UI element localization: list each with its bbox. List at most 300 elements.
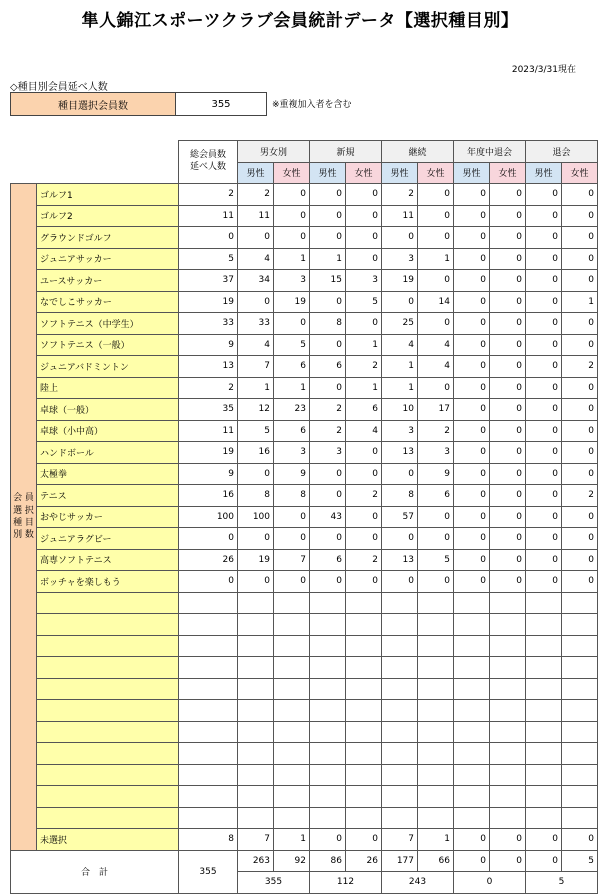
cell-empty [179, 700, 238, 722]
cell-empty [274, 743, 310, 765]
cell-value: 0 [454, 270, 490, 292]
cell-value: 12 [238, 399, 274, 421]
cell-empty [562, 743, 598, 765]
cell-value: 15 [310, 270, 346, 292]
total-sub: 26 [346, 850, 382, 872]
female-header: 女性 [562, 162, 598, 184]
summary-label: 種目選択会員数 [11, 93, 176, 116]
cell-empty [274, 807, 310, 829]
total-sub: 177 [382, 850, 418, 872]
cell-value: 0 [454, 356, 490, 378]
table-row [11, 313, 598, 335]
cell-value: 0 [490, 549, 526, 571]
cell-empty [526, 807, 562, 829]
cell-value: 0 [454, 248, 490, 270]
group-header: 年度中退会 [454, 141, 526, 163]
male-header: 男性 [454, 162, 490, 184]
cell-empty [526, 764, 562, 786]
cell-value: 0 [274, 506, 310, 528]
cell-value: 11 [238, 205, 274, 227]
cell-empty [346, 743, 382, 765]
cell-value: 0 [310, 227, 346, 249]
cell-value: 0 [490, 184, 526, 206]
cell-value: 0 [526, 571, 562, 593]
table-row [11, 205, 598, 227]
table-row [11, 248, 598, 270]
cell-value: 0 [179, 227, 238, 249]
cell-value: 0 [526, 506, 562, 528]
cell-value: 0 [179, 571, 238, 593]
cell-value: 0 [418, 506, 454, 528]
cell-value: 0 [274, 528, 310, 550]
cell-value: 0 [526, 399, 562, 421]
cell-value: 3 [274, 442, 310, 464]
empty-row [11, 678, 598, 700]
section-label: ◇種目別会員延べ人数 [10, 82, 108, 93]
cell-value: 0 [346, 463, 382, 485]
cell-empty [179, 678, 238, 700]
row-category: テニス [37, 485, 179, 507]
row-category: ユースサッカー [37, 270, 179, 292]
cell-value: 0 [274, 313, 310, 335]
summary-value: 355 [176, 93, 267, 116]
cell-empty [179, 614, 238, 636]
row-category: 未選択 [37, 829, 179, 851]
cell-empty [562, 721, 598, 743]
cell-value: 34 [238, 270, 274, 292]
cell-value: 0 [346, 248, 382, 270]
cell-value: 0 [418, 571, 454, 593]
cell-value: 0 [526, 485, 562, 507]
cell-value: 5 [179, 248, 238, 270]
cell-value: 0 [310, 205, 346, 227]
group-header: 新規 [310, 141, 382, 163]
cell-empty [238, 678, 274, 700]
cell-empty [346, 678, 382, 700]
cell-value: 9 [418, 463, 454, 485]
cell-value: 0 [490, 270, 526, 292]
row-category: ジュニアラグビー [37, 528, 179, 550]
cell-empty [526, 678, 562, 700]
table-row [11, 442, 598, 464]
cell-value: 8 [238, 485, 274, 507]
cell-value: 0 [454, 571, 490, 593]
cell-value: 3 [346, 270, 382, 292]
cell-value: 0 [418, 227, 454, 249]
cell-value: 0 [526, 184, 562, 206]
cell-empty [382, 614, 418, 636]
total-group: 112 [310, 872, 382, 894]
cell-value: 1 [346, 334, 382, 356]
cell-value: 0 [238, 571, 274, 593]
cell-empty [382, 807, 418, 829]
total-sub: 92 [274, 850, 310, 872]
cell-value: 9 [179, 334, 238, 356]
cell-value: 7 [238, 356, 274, 378]
total-sub: 263 [238, 850, 274, 872]
cell-value: 37 [179, 270, 238, 292]
cell-value: 3 [418, 442, 454, 464]
cell-empty [274, 786, 310, 808]
cell-empty [418, 743, 454, 765]
row-category: 陸上 [37, 377, 179, 399]
cell-empty [238, 700, 274, 722]
cell-value: 0 [490, 227, 526, 249]
cell-empty [418, 678, 454, 700]
row-category-empty [37, 657, 179, 679]
cell-value: 1 [346, 377, 382, 399]
cell-value: 4 [238, 334, 274, 356]
cell-empty [346, 614, 382, 636]
total-sub: 86 [310, 850, 346, 872]
cell-value: 0 [418, 377, 454, 399]
cell-value: 8 [382, 485, 418, 507]
cell-value: 0 [454, 506, 490, 528]
table-row [11, 485, 598, 507]
cell-value: 0 [454, 463, 490, 485]
cell-value: 0 [179, 528, 238, 550]
row-category: ソフトテニス（一般） [37, 334, 179, 356]
cell-value: 33 [238, 313, 274, 335]
cell-value: 7 [274, 549, 310, 571]
table-row [11, 227, 598, 249]
cell-value: 23 [274, 399, 310, 421]
cell-value: 0 [454, 227, 490, 249]
cell-empty [490, 657, 526, 679]
cell-value: 2 [562, 485, 598, 507]
cell-empty [454, 807, 490, 829]
cell-empty [274, 764, 310, 786]
table-row [11, 549, 598, 571]
total-group: 5 [526, 872, 598, 894]
row-category: ソフトテニス（中学生） [37, 313, 179, 335]
female-header: 女性 [274, 162, 310, 184]
cell-value: 0 [526, 205, 562, 227]
cell-value: 0 [454, 420, 490, 442]
cell-empty [490, 614, 526, 636]
summary-table [10, 92, 267, 116]
cell-value: 2 [562, 356, 598, 378]
cell-empty [526, 721, 562, 743]
cell-value: 0 [454, 334, 490, 356]
as-of-date: 2023/3/31現在 [511, 65, 576, 75]
cell-value: 2 [346, 485, 382, 507]
cell-empty [418, 657, 454, 679]
cell-value: 6 [346, 399, 382, 421]
row-category-empty [37, 635, 179, 657]
cell-value: 0 [454, 313, 490, 335]
cell-value: 7 [382, 829, 418, 851]
row-category-empty [37, 721, 179, 743]
row-category-empty [37, 764, 179, 786]
cell-value: 11 [179, 420, 238, 442]
cell-value: 0 [526, 549, 562, 571]
female-header: 女性 [418, 162, 454, 184]
cell-empty [382, 743, 418, 765]
total-sub: 0 [454, 850, 490, 872]
cell-value: 0 [310, 829, 346, 851]
cell-value: 8 [179, 829, 238, 851]
cell-value: 0 [526, 463, 562, 485]
cell-value: 0 [454, 291, 490, 313]
cell-empty [238, 657, 274, 679]
cell-empty [382, 678, 418, 700]
row-category: ゴルフ2 [37, 205, 179, 227]
empty-row [11, 764, 598, 786]
table-row [11, 420, 598, 442]
cell-empty [274, 614, 310, 636]
cell-value: 0 [562, 829, 598, 851]
cell-value: 25 [382, 313, 418, 335]
cell-value: 0 [562, 227, 598, 249]
cell-empty [274, 678, 310, 700]
cell-empty [418, 614, 454, 636]
cell-value: 0 [526, 829, 562, 851]
cell-value: 10 [382, 399, 418, 421]
cell-value: 0 [526, 313, 562, 335]
cell-value: 0 [310, 377, 346, 399]
empty-row [11, 592, 598, 614]
cell-empty [310, 657, 346, 679]
cell-empty [490, 678, 526, 700]
cell-value: 5 [346, 291, 382, 313]
cell-value: 14 [418, 291, 454, 313]
cell-empty [418, 700, 454, 722]
cell-value: 1 [238, 377, 274, 399]
cell-value: 0 [490, 205, 526, 227]
cell-empty [490, 721, 526, 743]
row-category: ジュニアバドミントン [37, 356, 179, 378]
group-header: 男女別 [238, 141, 310, 163]
cell-empty [526, 614, 562, 636]
cell-empty [310, 786, 346, 808]
cell-empty [526, 786, 562, 808]
cell-value: 0 [454, 485, 490, 507]
cell-value: 35 [179, 399, 238, 421]
cell-empty [418, 764, 454, 786]
cell-value: 0 [346, 205, 382, 227]
cell-value: 0 [526, 377, 562, 399]
cell-value: 0 [562, 248, 598, 270]
cell-value: 2 [179, 377, 238, 399]
cell-value: 9 [274, 463, 310, 485]
cell-value: 1 [418, 248, 454, 270]
cell-empty [526, 635, 562, 657]
cell-empty [346, 721, 382, 743]
cell-value: 4 [418, 356, 454, 378]
row-category: ゴルフ1 [37, 184, 179, 206]
row-category-empty [37, 614, 179, 636]
cell-value: 0 [274, 227, 310, 249]
cell-value: 0 [490, 506, 526, 528]
cell-value: 0 [490, 528, 526, 550]
cell-value: 0 [562, 313, 598, 335]
cell-value: 3 [382, 420, 418, 442]
cell-empty [179, 592, 238, 614]
cell-value: 0 [274, 205, 310, 227]
cell-value: 2 [382, 184, 418, 206]
cell-empty [418, 592, 454, 614]
cell-value: 57 [382, 506, 418, 528]
table-row [11, 377, 598, 399]
row-category: 卓球（小中高） [37, 420, 179, 442]
cell-value: 0 [562, 442, 598, 464]
cell-value: 7 [238, 829, 274, 851]
cell-value: 1 [310, 248, 346, 270]
row-category: ジュニアサッカー [37, 248, 179, 270]
cell-empty [382, 657, 418, 679]
empty-row [11, 614, 598, 636]
cell-empty [562, 764, 598, 786]
cell-empty [454, 678, 490, 700]
summary-note: ※重複加入者を含む [272, 100, 352, 110]
cell-value: 0 [526, 528, 562, 550]
table-row [11, 399, 598, 421]
table-row [11, 829, 598, 851]
row-category: グラウンドゴルフ [37, 227, 179, 249]
cell-value: 6 [274, 356, 310, 378]
male-header: 男性 [238, 162, 274, 184]
cell-value: 0 [418, 270, 454, 292]
table-row [11, 463, 598, 485]
cell-value: 0 [562, 528, 598, 550]
row-category-empty [37, 807, 179, 829]
cell-value: 1 [274, 829, 310, 851]
row-category: ハンドボール [37, 442, 179, 464]
cell-empty [238, 614, 274, 636]
cell-empty [179, 786, 238, 808]
cell-value: 0 [454, 528, 490, 550]
cell-empty [382, 635, 418, 657]
cell-value: 0 [454, 205, 490, 227]
cell-empty [454, 657, 490, 679]
empty-row [11, 657, 598, 679]
cell-value: 0 [562, 399, 598, 421]
cell-empty [238, 592, 274, 614]
cell-empty [310, 721, 346, 743]
cell-empty [346, 700, 382, 722]
cell-value: 0 [346, 184, 382, 206]
empty-row [11, 635, 598, 657]
cell-empty [490, 743, 526, 765]
cell-value: 1 [382, 377, 418, 399]
cell-value: 0 [418, 313, 454, 335]
cell-empty [490, 635, 526, 657]
row-category: おやじサッカー [37, 506, 179, 528]
cell-empty [346, 807, 382, 829]
cell-value: 0 [490, 377, 526, 399]
cell-empty [310, 700, 346, 722]
group-header: 継続 [382, 141, 454, 163]
cell-value: 0 [310, 571, 346, 593]
table-row [11, 270, 598, 292]
cell-value: 0 [346, 528, 382, 550]
cell-value: 2 [418, 420, 454, 442]
cell-value: 0 [382, 463, 418, 485]
cell-empty [346, 657, 382, 679]
cell-value: 11 [382, 205, 418, 227]
total-group: 243 [382, 872, 454, 894]
empty-row [11, 807, 598, 829]
cell-value: 0 [490, 356, 526, 378]
cell-value: 0 [274, 184, 310, 206]
total-row [11, 850, 598, 872]
cell-value: 0 [562, 549, 598, 571]
empty-row [11, 721, 598, 743]
cell-value: 0 [238, 463, 274, 485]
cell-value: 0 [346, 442, 382, 464]
cell-empty [310, 807, 346, 829]
cell-value: 0 [490, 463, 526, 485]
group-header: 退会 [526, 141, 598, 163]
cell-value: 0 [490, 420, 526, 442]
cell-empty [490, 592, 526, 614]
total-grand: 355 [179, 850, 238, 893]
cell-empty [310, 678, 346, 700]
cell-value: 0 [418, 528, 454, 550]
cell-value: 0 [310, 528, 346, 550]
cell-value: 0 [490, 485, 526, 507]
cell-empty [346, 786, 382, 808]
cell-value: 2 [346, 549, 382, 571]
cell-value: 16 [238, 442, 274, 464]
cell-value: 19 [179, 291, 238, 313]
row-category: ボッチャを楽しもう [37, 571, 179, 593]
cell-empty [490, 700, 526, 722]
cell-empty [454, 614, 490, 636]
cell-value: 1 [274, 377, 310, 399]
cell-value: 0 [454, 377, 490, 399]
cell-value: 0 [562, 184, 598, 206]
cell-value: 0 [562, 506, 598, 528]
cell-value: 19 [179, 442, 238, 464]
cell-empty [310, 592, 346, 614]
cell-value: 1 [274, 248, 310, 270]
cell-value: 4 [418, 334, 454, 356]
cell-empty [562, 592, 598, 614]
cell-value: 13 [382, 442, 418, 464]
cell-empty [562, 807, 598, 829]
cell-value: 0 [526, 442, 562, 464]
cell-value: 0 [238, 291, 274, 313]
cell-value: 43 [310, 506, 346, 528]
cell-empty [454, 786, 490, 808]
cell-value: 1 [382, 356, 418, 378]
cell-value: 6 [310, 549, 346, 571]
cell-empty [346, 592, 382, 614]
cell-value: 0 [562, 463, 598, 485]
row-category-empty [37, 700, 179, 722]
cell-value: 0 [310, 485, 346, 507]
row-category-empty [37, 743, 179, 765]
stats-table [10, 140, 598, 894]
cell-empty [238, 807, 274, 829]
cell-value: 0 [454, 829, 490, 851]
total-group: 0 [454, 872, 526, 894]
cell-empty [274, 721, 310, 743]
cell-value: 0 [310, 291, 346, 313]
cell-empty [238, 764, 274, 786]
male-header: 男性 [382, 162, 418, 184]
table-row [11, 571, 598, 593]
cell-value: 0 [490, 248, 526, 270]
cell-value: 8 [310, 313, 346, 335]
table-row [11, 291, 598, 313]
table-row [11, 356, 598, 378]
cell-value: 0 [310, 334, 346, 356]
cell-empty [562, 678, 598, 700]
cell-empty [238, 721, 274, 743]
